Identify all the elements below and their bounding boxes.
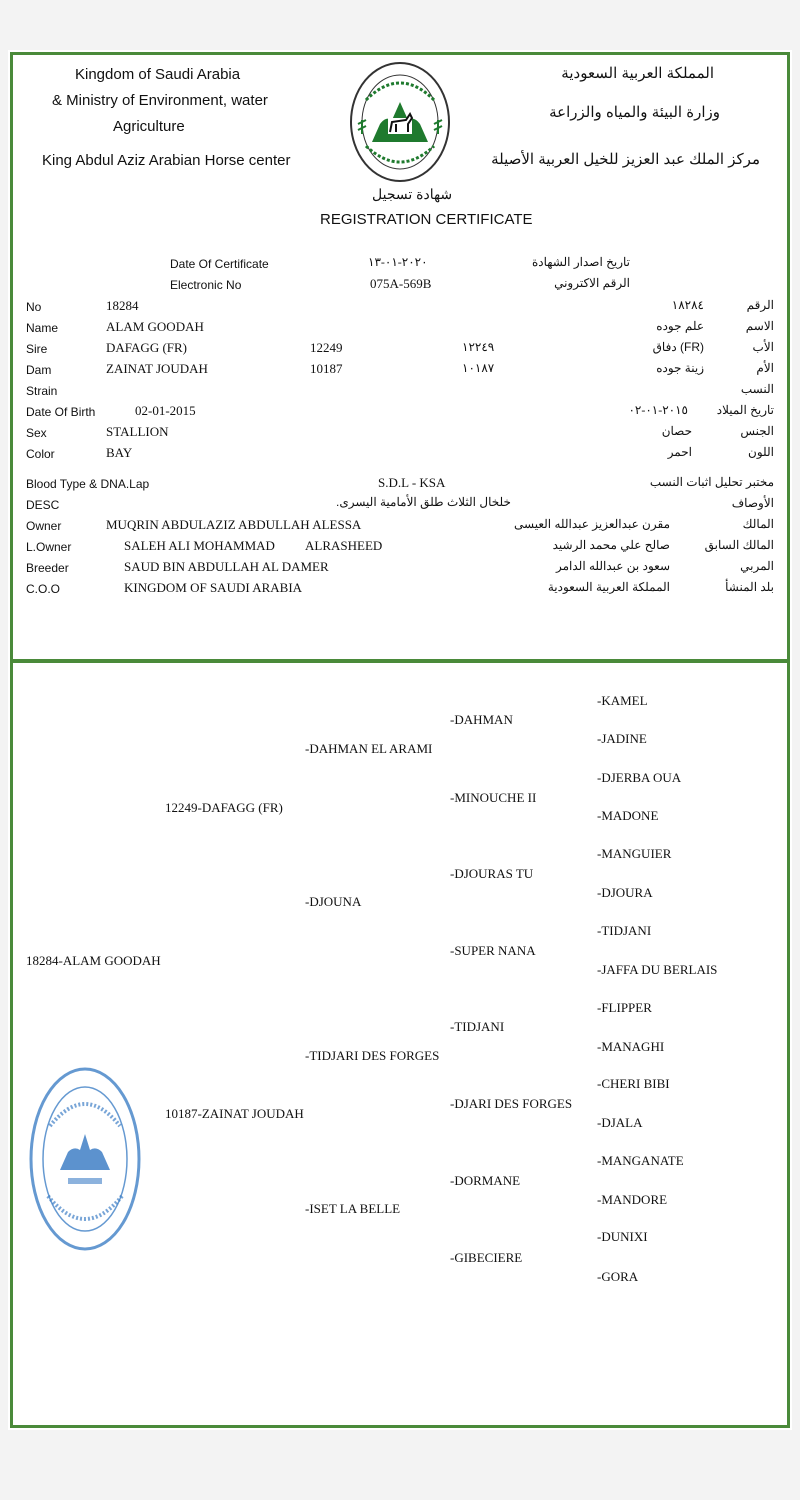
owner-value: MUQRIN ABDULAZIZ ABDULLAH ALESSA <box>106 517 362 532</box>
coo-label: C.O.O <box>26 582 61 596</box>
name-value: ALAM GOODAH <box>106 319 204 334</box>
title-en: REGISTRATION CERTIFICATE <box>320 211 533 228</box>
pedigree-gen4-item: -MANAGHI <box>597 1039 665 1054</box>
pedigree-gen4-item: -KAMEL <box>597 693 648 708</box>
last-owner-value-ar: صالح علي محمد الرشيد <box>552 538 670 552</box>
pedigree-gen4-item: -DJERBA OUA <box>597 770 682 785</box>
pedigree-gen4-item: -CHERI BIBI <box>597 1076 670 1091</box>
title-ar: شهادة تسجيل <box>372 186 453 202</box>
dam-label: Dam <box>26 363 52 377</box>
pedigree-gen4-item: -JAFFA DU BERLAIS <box>597 962 718 977</box>
no-label: No <box>26 300 42 314</box>
date-of-certificate-label-ar: تاريخ اصدار الشهادة <box>531 255 630 269</box>
blood-type-value: S.D.L - KSA <box>378 475 446 490</box>
registry-stamp <box>28 1066 142 1252</box>
pedigree-gen3-item: -DAHMAN <box>450 712 513 727</box>
color-label-ar: اللون <box>748 445 774 459</box>
pedigree-gen4-item: -MANDORE <box>597 1192 668 1207</box>
owner-label-ar: المالك <box>742 517 774 531</box>
name-label-ar: الاسم <box>745 319 774 333</box>
sire-label: Sire <box>26 342 48 356</box>
header-en-line4: King Abdul Aziz Arabian Horse center <box>42 152 291 169</box>
pedigree-gen4-item: -MANGANATE <box>597 1153 684 1168</box>
strain-label-ar: النسب <box>740 382 774 396</box>
sire-number: 12249 <box>310 340 343 355</box>
pedigree-gen4-item: -JADINE <box>597 731 647 746</box>
pedigree-gen4-item: -FLIPPER <box>597 1000 652 1015</box>
sire-label-ar: الأب <box>752 340 774 354</box>
pedigree-gen3-item: -TIDJANI <box>450 1019 505 1034</box>
strain-label: Strain <box>26 384 58 398</box>
sex-value-ar: حصان <box>661 424 692 438</box>
owner-label: Owner <box>26 519 62 533</box>
header-ar-line1: المملكة العربية السعودية <box>561 65 714 82</box>
pedigree-gen2-item: -DAHMAN EL ARAMI <box>305 741 433 756</box>
coo-label-ar: بلد المنشأ <box>725 580 774 594</box>
dob-value-ar: ٢٠١٥-٠١-٠٢ <box>628 403 688 417</box>
breeder-label: Breeder <box>26 561 69 575</box>
electronic-no-label-ar: الرقم الاكتروني <box>554 276 630 290</box>
color-label: Color <box>26 447 55 461</box>
sex-label-ar: الجنس <box>740 424 774 438</box>
pedigree-gen3-item: -DORMANE <box>450 1173 521 1188</box>
desc-label: DESC <box>26 498 60 512</box>
electronic-no-label: Electronic No <box>170 278 242 292</box>
last-owner-label: L.Owner <box>26 540 72 554</box>
dob-value: 02-01-2015 <box>135 403 196 418</box>
header-en-line3: Agriculture <box>113 118 185 135</box>
color-value-ar: احمر <box>667 445 692 459</box>
dob-label-ar: تاريخ الميلاد <box>716 403 774 417</box>
pedigree-gen4-item: -TIDJANI <box>597 923 652 938</box>
pedigree-gen4-item: -GORA <box>597 1269 639 1284</box>
name-value-ar: علم جوده <box>656 319 704 333</box>
dob-label: Date Of Birth <box>26 405 96 419</box>
dam-number-ar: ١٠١٨٧ <box>462 361 495 375</box>
desc-value-ar: خلخال الثلاث طلق الأمامية اليسرى. <box>336 495 511 509</box>
header-ar-line3: مركز الملك عبد العزيز للخيل العربية الأصيلة <box>491 151 760 168</box>
pedigree-sire: 12249-DAFAGG (FR) <box>165 800 283 815</box>
last-owner-label-ar: المالك السابق <box>704 538 774 552</box>
breeder-value-ar: سعود بن عبدالله الدامر <box>555 559 670 573</box>
pedigree-gen2-item: -DJOUNA <box>305 894 362 909</box>
blood-type-label-ar: مختبر تحليل اثبات النسب <box>649 475 774 489</box>
blood-type-label: Blood Type & DNA.Lap <box>26 477 150 491</box>
sire-value-ar: (FR) دفاق <box>652 340 704 354</box>
color-value: BAY <box>106 445 133 460</box>
pedigree-gen3-item: -MINOUCHE II <box>450 790 537 805</box>
ministry-logo <box>348 60 452 184</box>
sex-value: STALLION <box>106 424 169 439</box>
coo-value: KINGDOM OF SAUDI ARABIA <box>124 580 303 595</box>
pedigree-gen4-item: -MADONE <box>597 808 659 823</box>
owner-value-ar: مقرن عبدالعزيز عبدالله العيسى <box>514 517 670 531</box>
dam-label-ar: الأم <box>756 361 774 375</box>
coo-value-ar: المملكة العربية السعودية <box>547 580 670 594</box>
pedigree-gen3-item: -GIBECIERE <box>450 1250 523 1265</box>
header-en-line1: Kingdom of Saudi Arabia <box>75 66 241 83</box>
last-owner-value2: ALRASHEED <box>305 538 383 553</box>
no-value-ar: ١٨٢٨٤ <box>671 298 704 312</box>
pedigree-gen4-item: -DJALA <box>597 1115 643 1130</box>
dam-value: ZAINAT JOUDAH <box>106 361 208 376</box>
sex-label: Sex <box>26 426 47 440</box>
date-of-certificate-value: ٢٠٢٠-٠١-١٣ <box>368 255 428 269</box>
date-of-certificate-label: Date Of Certificate <box>170 257 269 271</box>
electronic-no-value: 075A-569B <box>370 276 432 291</box>
breeder-value: SAUD BIN ABDULLAH AL DAMER <box>124 559 329 574</box>
dam-value-ar: زينة جوده <box>656 361 704 375</box>
pedigree-gen4-item: -MANGUIER <box>597 846 672 861</box>
header-ar-line2: وزارة البيئة والمياه والزراعة <box>549 104 720 121</box>
pedigree-gen3-item: -SUPER NANA <box>450 943 536 958</box>
desc-label-ar: الأوصاف <box>731 496 774 510</box>
pedigree-gen4-item: -DJOURA <box>597 885 653 900</box>
pedigree-horse: 18284-ALAM GOODAH <box>26 953 161 968</box>
no-label-ar: الرقم <box>746 298 774 312</box>
pedigree-gen2-item: -TIDJARI DES FORGES <box>305 1048 440 1063</box>
breeder-label-ar: المربي <box>740 559 774 573</box>
no-value: 18284 <box>106 298 139 313</box>
header-en-line2: & Ministry of Environment, water <box>52 92 268 109</box>
pedigree-gen3-item: -DJARI DES FORGES <box>450 1096 573 1111</box>
pedigree-gen3-item: -DJOURAS TU <box>450 866 534 881</box>
sire-value: DAFAGG (FR) <box>106 340 188 355</box>
pedigree-dam: 10187-ZAINAT JOUDAH <box>165 1106 304 1121</box>
last-owner-value: SALEH ALI MOHAMMAD <box>124 538 275 553</box>
pedigree-gen2-item: -ISET LA BELLE <box>305 1201 401 1216</box>
sire-number-ar: ١٢٢٤٩ <box>462 340 495 354</box>
dam-number: 10187 <box>310 361 343 376</box>
pedigree-gen4-item: -DUNIXI <box>597 1229 648 1244</box>
name-label: Name <box>26 321 59 335</box>
